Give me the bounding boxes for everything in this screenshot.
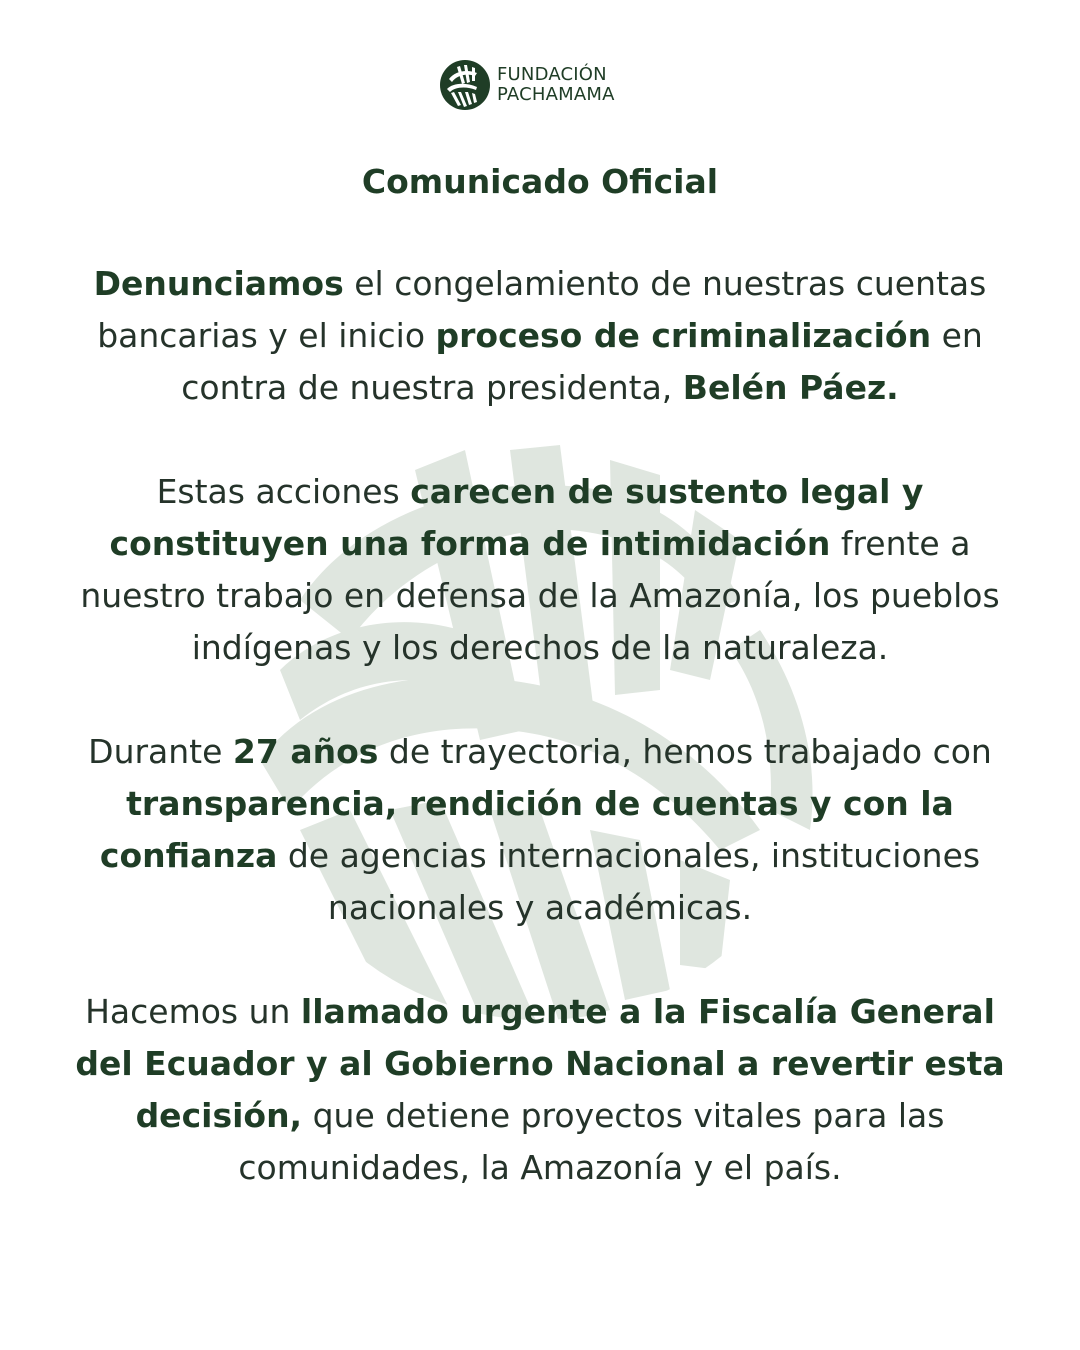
brand-name	[497, 65, 615, 105]
hands-logo-icon	[439, 59, 491, 111]
paragraph-4	[60, 986, 1020, 1194]
emphasis-text: 27 años	[232, 732, 379, 771]
body-text-segment: de agencias internacionales, instituciones nacionales y académicas.	[277, 836, 981, 927]
paragraph-1	[60, 258, 1020, 414]
body-text-segment: que detiene proyectos vitales para las comunidades, la Amazonía y el país.	[238, 1096, 945, 1187]
paragraph-3	[60, 726, 1020, 934]
emphasis-text: llamado urgente a la Fiscalía General del Ecuador y al Gobierno Nacional a revertir esta decisión,	[75, 992, 1005, 1135]
body-text-segment: de trayectoria, hemos trabajado con	[378, 732, 992, 771]
emphasis-text: carecen de sustento legal y constituyen una forma de intimidación	[109, 472, 924, 563]
body-text-segment: frente a nuestro trabajo en defensa de la Amazonía, los pueblos indígenas y los derechos de la naturaleza.	[80, 524, 1000, 667]
emphasis-text: Belén Páez.	[682, 368, 899, 407]
body-text-segment: Durante	[88, 732, 233, 771]
emphasis-text: proceso de criminalización	[435, 316, 932, 355]
page-title: Comunicado Oficial	[361, 162, 719, 201]
body-text-segment: en contra de nuestra presidenta,	[181, 316, 983, 407]
emphasis-text: transparencia, rendición de cuentas y con la confianza	[99, 784, 954, 875]
body-text-segment: Hacemos un	[85, 992, 301, 1031]
brand-name-line1: FUNDACIÓN	[497, 64, 607, 85]
emphasis-text: Denunciamos	[93, 264, 344, 303]
body-text-segment: Estas acciones	[156, 472, 411, 511]
brand-logo	[439, 57, 649, 113]
body-text-segment: el congelamiento de nuestras cuentas bancarias y el inicio	[97, 264, 987, 355]
paragraph-2	[60, 466, 1020, 674]
brand-name-line2: PACHAMAMA	[497, 84, 615, 105]
